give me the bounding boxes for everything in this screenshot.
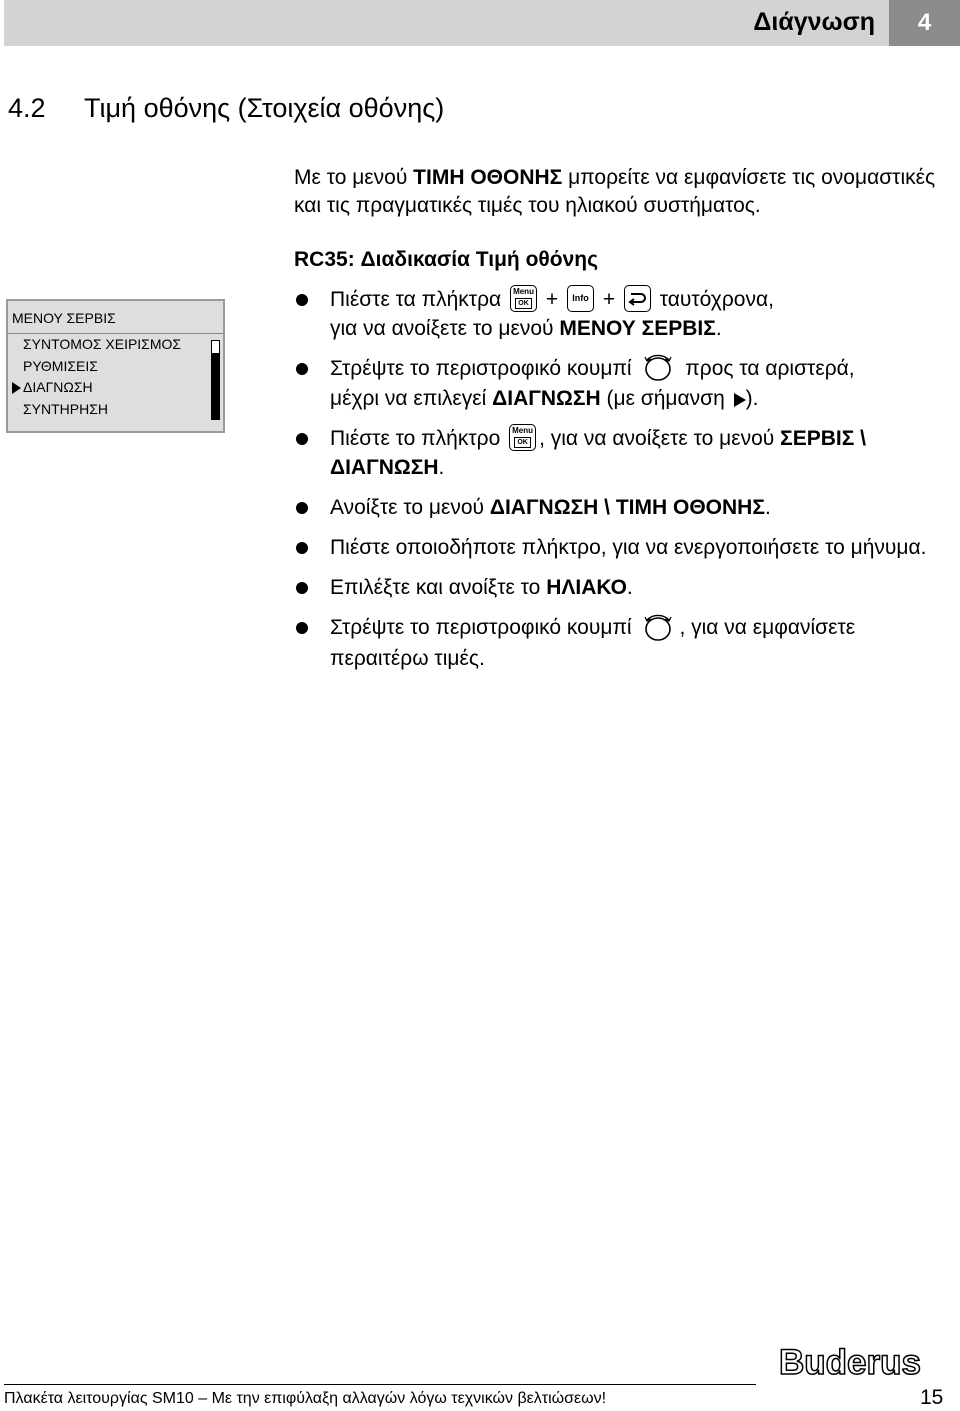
selection-arrow-icon (12, 382, 21, 394)
display-item: ΡΥΘΜΙΣΕΙΣ (23, 358, 98, 374)
intro-bold-menu: ΤΙΜΗ ΟΘΟΝΗΣ (413, 166, 563, 189)
bullet-icon (296, 622, 308, 634)
bullet-icon (296, 433, 308, 445)
display-item-selected: ΔΙΑΓΝΩΣΗ (23, 379, 93, 395)
step-3: Πιέστε το πλήκτρο Menu OK , για να ανοίξετε το μενού ΣΕΡΒΙΣ \ ΔΙΑΓΝΩΣΗ. (294, 424, 934, 482)
bullet-icon (296, 502, 308, 514)
display-title: ΜΕΝΟΥ ΣΕΡΒΙΣ (12, 310, 116, 326)
display-item: ΣΥΝΤΟΜΟΣ ΧΕΙΡΙΣΜΟΣ (23, 336, 182, 352)
display-item: ΣΥΝΤΗΡΗΣΗ (23, 401, 108, 417)
section-title: Τιμή οθόνης (Στοιχεία οθόνης) (84, 93, 445, 123)
procedure-steps (294, 285, 934, 684)
display-scrollbar-thumb (212, 353, 219, 419)
display-scrollbar (211, 340, 220, 420)
chapter-number: 4 (889, 0, 960, 46)
chapter-header-bar (4, 0, 889, 46)
menu-ok-key-icon: Menu OK (509, 424, 536, 451)
intro-paragraph: Με το μενού ΤΙΜΗ ΟΘΟΝΗΣ μπορείτε να εμφανίσετε τις ονομαστικές και τις πραγματικές τιμές του ηλιακού συστήματος. (294, 166, 936, 217)
buderus-logo: Buderus (779, 1343, 921, 1382)
display-divider (8, 333, 223, 334)
section-number: 4.2 (8, 93, 46, 123)
page-number: 15 (920, 1386, 944, 1409)
footer-text: Πλακέτα λειτουργίας SM10 – Με την επιφύλαξη αλλαγών λόγω τεχνικών βελτιώσεων! (4, 1390, 607, 1407)
step-4: Ανοίξτε το μενού ΔΙΑΓΝΩΣΗ \ ΤΙΜΗ ΟΘΟΝΗΣ. (294, 493, 934, 522)
back-key-icon (624, 285, 651, 312)
section-heading (8, 93, 444, 124)
info-key-icon: Info (567, 285, 594, 312)
menu-ok-key-icon: Menu OK (510, 285, 537, 312)
step-7: Στρέψτε το περιστροφικό κουμπί , για να εμφανίσετε περαιτέρω τιμές. (294, 613, 934, 672)
bullet-icon (296, 363, 308, 375)
bullet-icon (296, 294, 308, 306)
bullet-icon (296, 542, 308, 554)
step-6: Επιλέξτε και ανοίξτε το ΗΛΙΑΚΟ. (294, 573, 934, 602)
footer-divider (4, 1384, 756, 1385)
chapter-title: Διάγνωση (753, 8, 875, 36)
procedure-title: RC35: Διαδικασία Τιμή οθόνης (294, 248, 599, 271)
controller-display (6, 299, 225, 433)
rotary-knob-icon (641, 352, 675, 382)
rotary-knob-icon (641, 612, 675, 642)
step-1: Πιέστε τα πλήκτρα Menu OK + Info + ταυτόχρονα, για να ανοίξετε το μενού ΜΕΝΟΥ ΣΕΡΒΙΣ. (294, 285, 934, 343)
step-2: Στρέψτε το περιστροφικό κουμπί προς τα αριστερά, μέχρι να επιλεγεί ΔΙΑΓΝΩΣΗ (με σήμανση ). (294, 354, 934, 413)
bullet-icon (296, 582, 308, 594)
selection-arrow-icon (734, 393, 746, 407)
step-5: Πιέστε οποιοδήποτε πλήκτρο, για να ενεργοποιήσετε το μήνυμα. (294, 533, 934, 562)
